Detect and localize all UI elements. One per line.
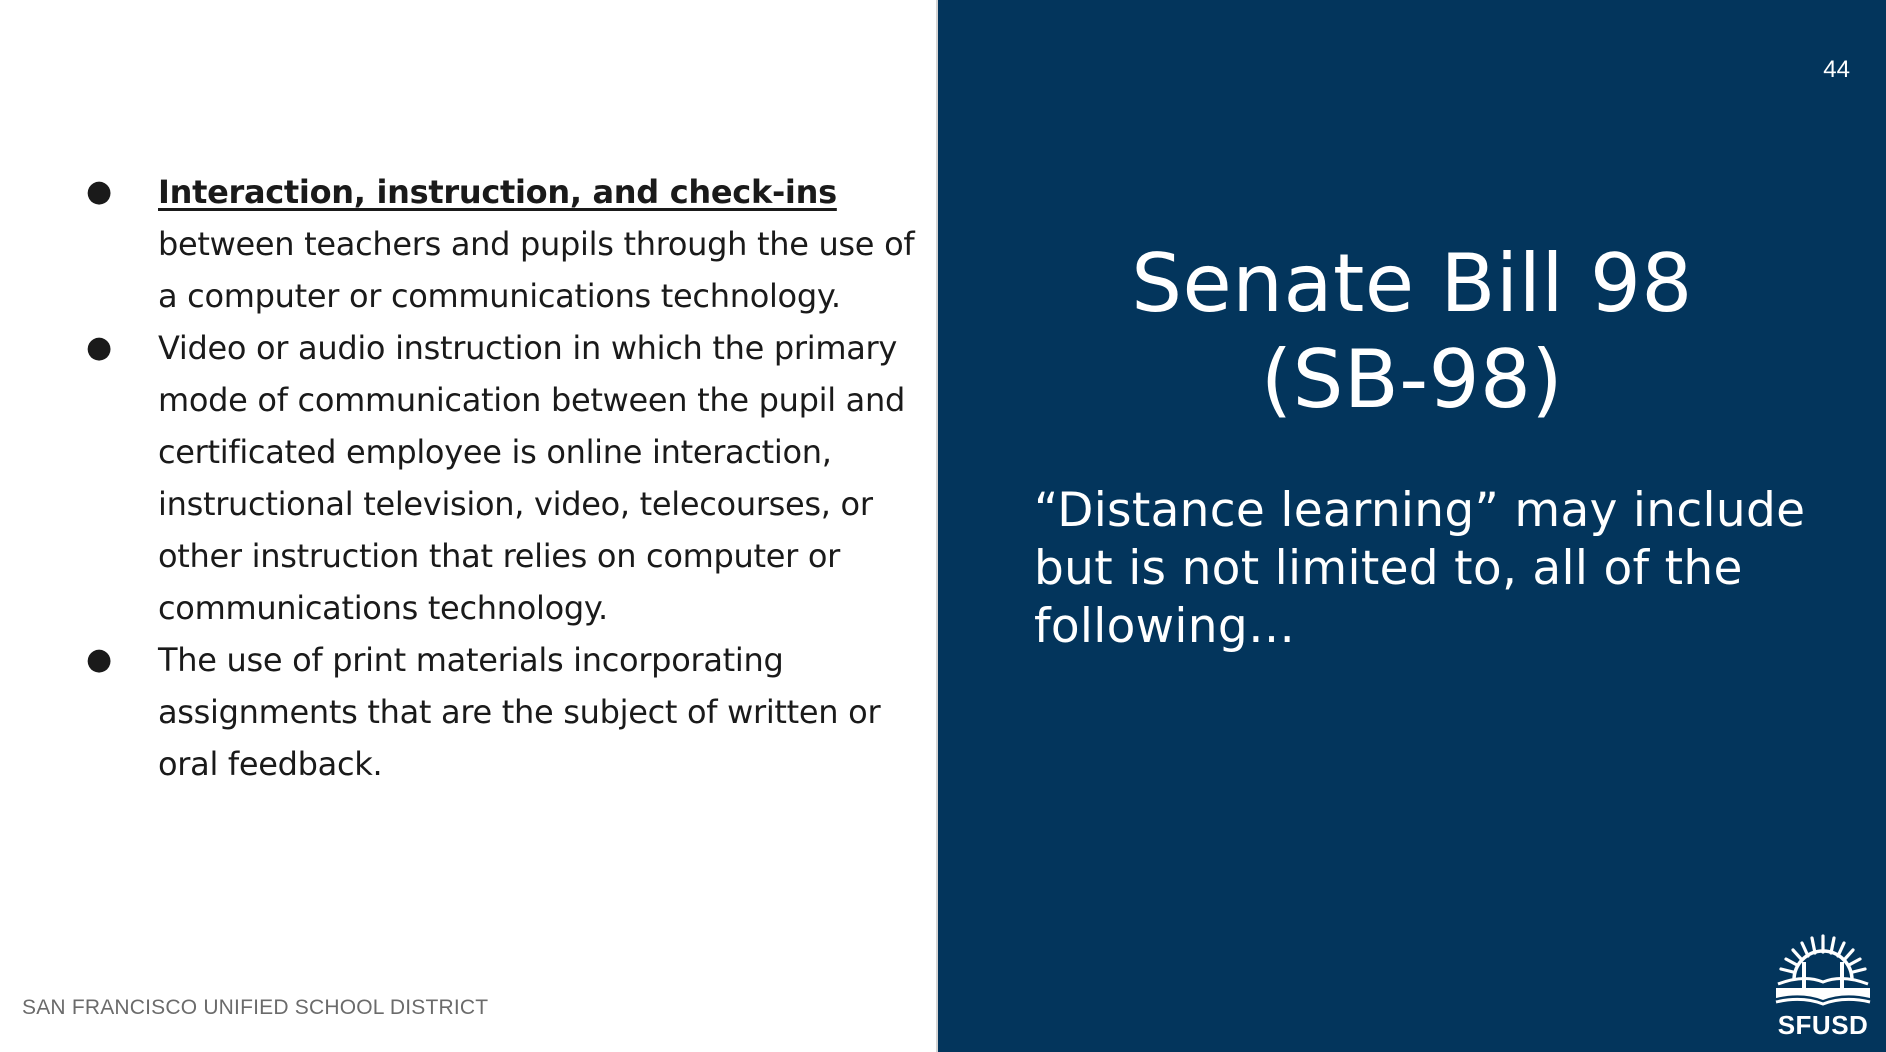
sun-bridge-book-icon [1772,928,1874,1014]
slide-title [938,236,1886,428]
bullet-lead: Interaction, instruction, and check-ins [158,173,837,211]
sfusd-logo [1772,928,1874,1040]
logo-text: SFUSD [1777,1010,1869,1040]
footer-district-name: SAN FRANCISCO UNIFIED SCHOOL DISTRICT [22,996,489,1019]
bullet-text: The use of print materials incorporating assignments that are the subject of written or oral feedback. [158,641,881,783]
title-line-2: (SB-98) [1260,333,1564,426]
bullet-text: Video or audio instruction in which the primary mode of communication between the pupil and certificated employee is online interaction, instructional television, video, telecourses, or other instruction that relies on computer or communications technology. [158,329,905,627]
title-panel [938,0,1886,1052]
page-number: 44 [1823,56,1850,83]
slide-subtitle: “Distance learning” may include but is not limited to, all of the following… [1034,483,1806,654]
bullet-item-1 [86,166,926,322]
title-line-1: Senate Bill 98 [1131,237,1693,330]
bullet-dot: ● [86,642,112,677]
bullet-item-3 [86,634,926,790]
content-panel [0,0,938,1052]
bullet-list [86,166,926,790]
bullet-item-2 [86,322,926,634]
bullet-dot: ● [86,174,112,209]
bullet-text: between teachers and pupils through the use of a computer or communications technology. [158,225,915,315]
bullet-dot: ● [86,330,112,365]
